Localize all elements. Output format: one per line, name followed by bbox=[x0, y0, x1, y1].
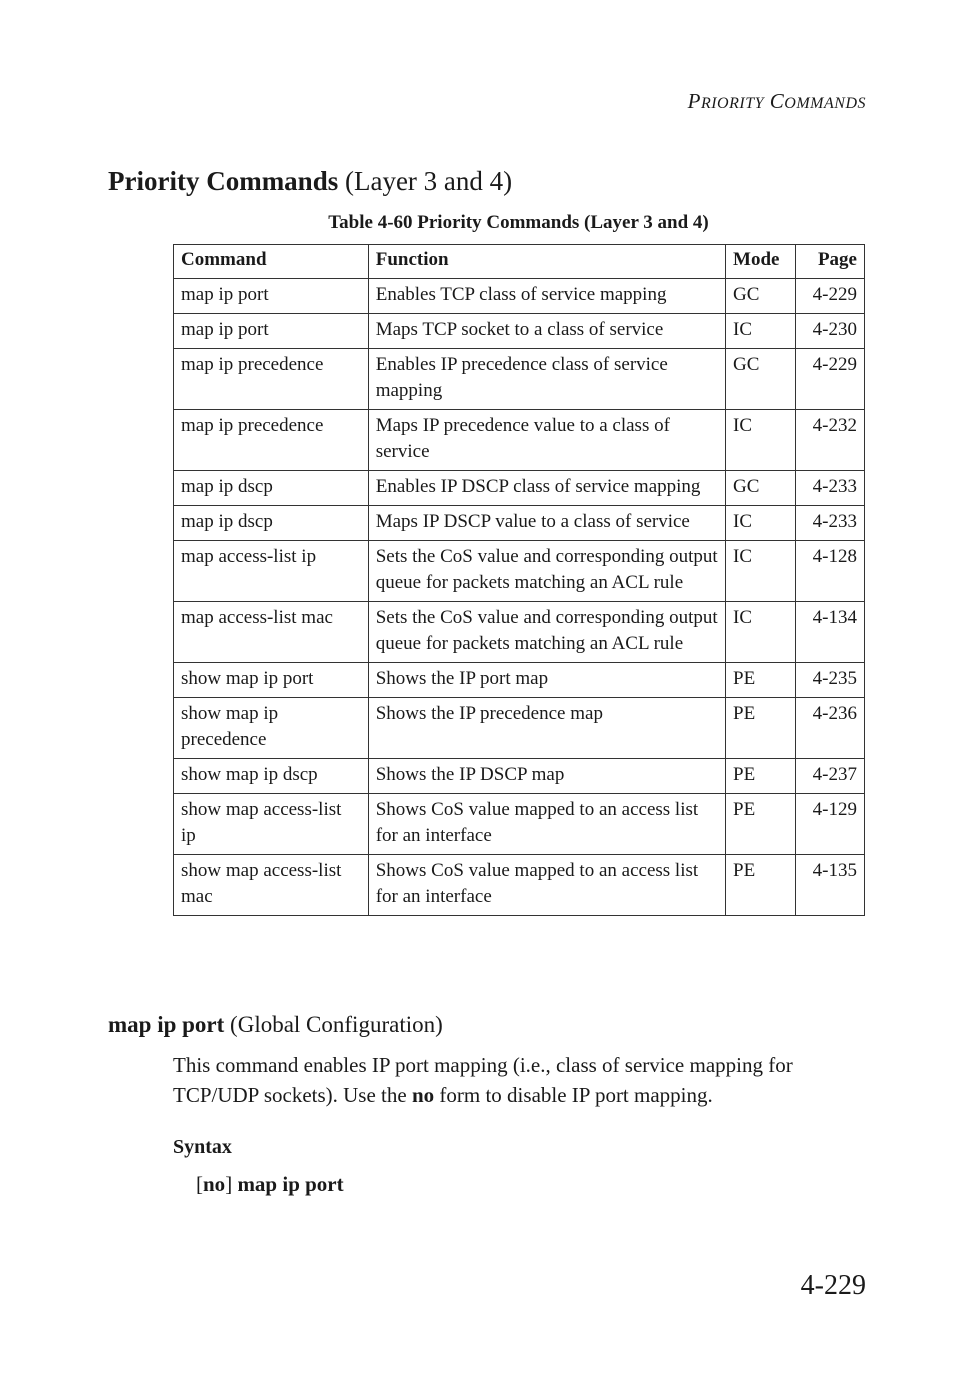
description-text-after: form to disable IP port mapping. bbox=[434, 1083, 713, 1107]
cell-command: map ip port bbox=[174, 314, 369, 349]
table-row bbox=[174, 471, 865, 506]
cell-function: Maps TCP socket to a class of service bbox=[368, 314, 725, 349]
subsection-title-rest: (Global Configuration) bbox=[224, 1012, 443, 1037]
cell-page: 4-236 bbox=[796, 698, 865, 759]
description-text-before: This command enables IP port mapping (i.e., class of service mapping for TCP/UDP sockets). Use the bbox=[173, 1053, 793, 1107]
cell-function: Shows the IP DSCP map bbox=[368, 759, 725, 794]
cell-page: 4-229 bbox=[796, 349, 865, 410]
table-row bbox=[174, 794, 865, 855]
cell-mode: PE bbox=[726, 698, 796, 759]
cell-mode: PE bbox=[726, 759, 796, 794]
running-header-cap-2: C bbox=[769, 89, 785, 113]
cell-function: Shows CoS value mapped to an access list for an interface bbox=[368, 794, 725, 855]
table-row bbox=[174, 663, 865, 698]
header-mode: Mode bbox=[726, 245, 796, 279]
cell-command: show map ip port bbox=[174, 663, 369, 698]
cell-page: 4-233 bbox=[796, 506, 865, 541]
syntax-command: map ip port bbox=[232, 1172, 344, 1196]
cell-page: 4-233 bbox=[796, 471, 865, 506]
cell-mode: IC bbox=[726, 541, 796, 602]
cell-page: 4-230 bbox=[796, 314, 865, 349]
cell-mode: GC bbox=[726, 471, 796, 506]
cell-page: 4-128 bbox=[796, 541, 865, 602]
priority-commands-table bbox=[173, 244, 865, 916]
table-row bbox=[174, 506, 865, 541]
cell-mode: IC bbox=[726, 602, 796, 663]
cell-function: Sets the CoS value and corresponding output queue for packets matching an ACL rule bbox=[368, 602, 725, 663]
section-title-bold: Priority Commands bbox=[108, 166, 339, 196]
cell-mode: GC bbox=[726, 349, 796, 410]
cell-page: 4-235 bbox=[796, 663, 865, 698]
page-number: 4-229 bbox=[800, 1270, 866, 1301]
cell-function: Shows CoS value mapped to an access list for an interface bbox=[368, 855, 725, 916]
syntax-line bbox=[196, 1172, 344, 1197]
command-description bbox=[173, 1050, 873, 1110]
cell-mode: PE bbox=[726, 663, 796, 698]
cell-command: map ip precedence bbox=[174, 410, 369, 471]
table-row bbox=[174, 541, 865, 602]
table-body bbox=[174, 279, 865, 916]
header-function: Function bbox=[368, 245, 725, 279]
cell-mode: IC bbox=[726, 506, 796, 541]
cell-function: Enables IP precedence class of service mapping bbox=[368, 349, 725, 410]
cell-command: map ip dscp bbox=[174, 506, 369, 541]
cell-command: map ip dscp bbox=[174, 471, 369, 506]
table-header-row bbox=[174, 245, 865, 279]
cell-command: show map ip precedence bbox=[174, 698, 369, 759]
syntax-close-bracket: ] bbox=[225, 1172, 233, 1196]
subsection-title bbox=[108, 1012, 443, 1038]
cell-command: map access-list ip bbox=[174, 541, 369, 602]
cell-page: 4-237 bbox=[796, 759, 865, 794]
table-row bbox=[174, 410, 865, 471]
cell-command: show map access-list ip bbox=[174, 794, 369, 855]
cell-page: 4-135 bbox=[796, 855, 865, 916]
cell-command: map ip precedence bbox=[174, 349, 369, 410]
cell-command: show map access-list mac bbox=[174, 855, 369, 916]
cell-function: Shows the IP port map bbox=[368, 663, 725, 698]
cell-function: Enables TCP class of service mapping bbox=[368, 279, 725, 314]
table-caption: Table 4-60 Priority Commands (Layer 3 and 4) bbox=[328, 212, 709, 233]
cell-page: 4-232 bbox=[796, 410, 865, 471]
table-row bbox=[174, 314, 865, 349]
section-title-rest: (Layer 3 and 4) bbox=[338, 166, 513, 196]
header-page: Page bbox=[796, 245, 865, 279]
table-row bbox=[174, 602, 865, 663]
description-keyword: no bbox=[411, 1083, 435, 1107]
header-command: Command bbox=[174, 245, 369, 279]
cell-command: map ip port bbox=[174, 279, 369, 314]
cell-page: 4-129 bbox=[796, 794, 865, 855]
table-row bbox=[174, 855, 865, 916]
table-row bbox=[174, 759, 865, 794]
table-row bbox=[174, 349, 865, 410]
cell-mode: IC bbox=[726, 314, 796, 349]
running-header-rest-1: RIORITY bbox=[700, 95, 765, 112]
cell-function: Maps IP precedence value to a class of service bbox=[368, 410, 725, 471]
cell-function: Maps IP DSCP value to a class of service bbox=[368, 506, 725, 541]
cell-command: show map ip dscp bbox=[174, 759, 369, 794]
table-row bbox=[174, 279, 865, 314]
table-row bbox=[174, 698, 865, 759]
subsection-title-bold: map ip port bbox=[108, 1012, 225, 1037]
cell-function: Enables IP DSCP class of service mapping bbox=[368, 471, 725, 506]
cell-function: Shows the IP precedence map bbox=[368, 698, 725, 759]
syntax-heading: Syntax bbox=[173, 1136, 232, 1158]
syntax-open-bracket: [ bbox=[196, 1172, 203, 1196]
cell-command: map access-list mac bbox=[174, 602, 369, 663]
syntax-optional-keyword: no bbox=[203, 1172, 226, 1196]
cell-mode: PE bbox=[726, 855, 796, 916]
running-header-rest-2: OMMANDS bbox=[784, 95, 866, 112]
cell-mode: PE bbox=[726, 794, 796, 855]
section-title bbox=[108, 166, 512, 197]
cell-page: 4-134 bbox=[796, 602, 865, 663]
running-header-cap-1: P bbox=[687, 89, 701, 113]
cell-mode: IC bbox=[726, 410, 796, 471]
cell-mode: GC bbox=[726, 279, 796, 314]
cell-function: Sets the CoS value and corresponding output queue for packets matching an ACL rule bbox=[368, 541, 725, 602]
running-header bbox=[688, 89, 866, 114]
cell-page: 4-229 bbox=[796, 279, 865, 314]
